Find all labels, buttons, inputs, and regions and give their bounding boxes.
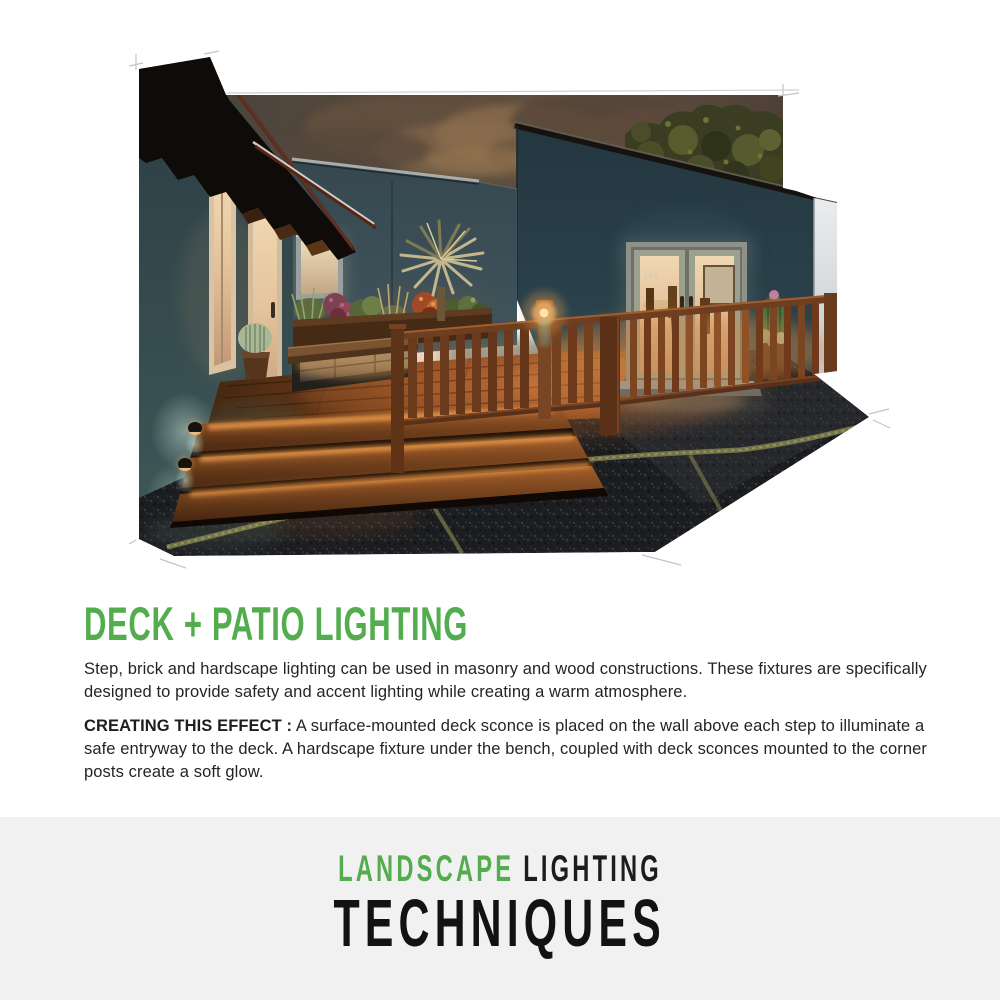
article-heading-text: DECK + PATIO LIGHTING: [84, 597, 469, 650]
lit-window: [209, 175, 236, 375]
footer-brand-lighting: LIGHTING: [523, 848, 662, 889]
footer-brand-landscape: LANDSCAPE: [338, 848, 515, 889]
article-paragraph-1: Step, brick and hardscape lighting can be used in masonry and wood constructions. These fixtures are specifically designed to provide safety and accent lighting while creating a warm atmosphere.: [84, 660, 927, 701]
step-sconce-1: [185, 419, 205, 458]
footer-band: [0, 817, 1000, 1000]
effect-text: A surface-mounted deck sconce is placed on the wall above each step to illuminate a safe entryway to the deck. A hardscape fixture under the bench, coupled with deck sconces mounted to the corner posts create a soft glow.: [84, 717, 928, 781]
effect-label: CREATING THIS EFFECT :: [84, 717, 293, 735]
article-section: [84, 597, 944, 795]
article-paragraph-2: [84, 715, 944, 784]
footer-brand-line: [0, 850, 1000, 887]
step-sconce-2: [175, 455, 195, 494]
footer-title-line: [0, 886, 1000, 961]
footer-title: TECHNIQUES: [333, 886, 667, 961]
article-heading: [84, 597, 944, 650]
